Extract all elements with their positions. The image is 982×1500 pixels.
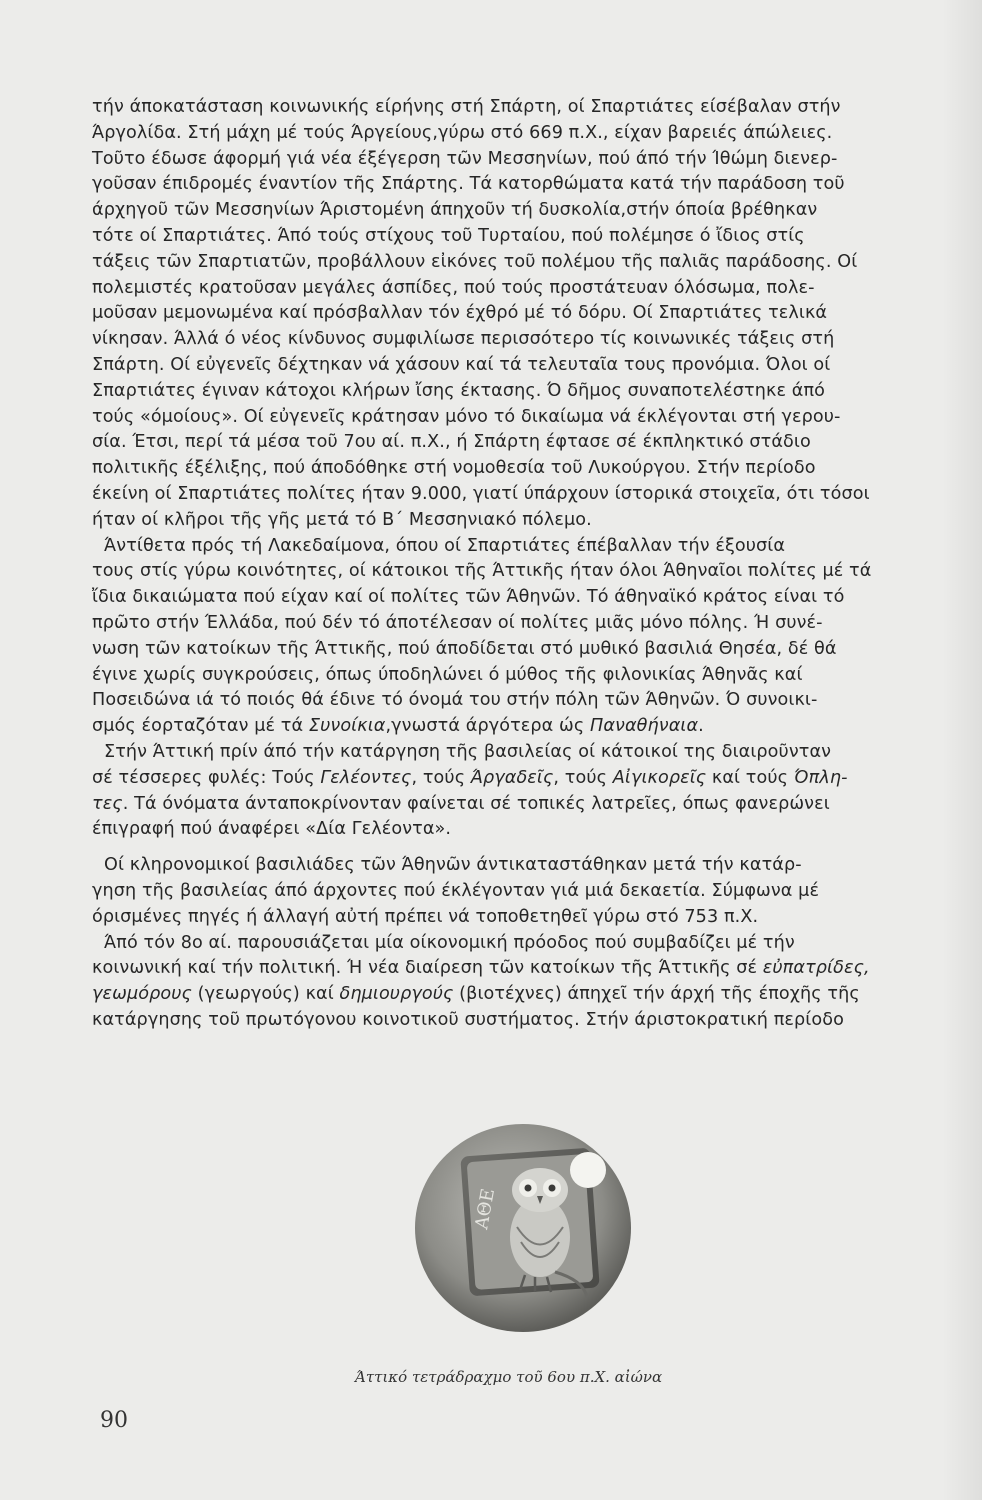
text-line [92, 766, 948, 792]
text-line [92, 714, 948, 740]
text-run: καί τούς [706, 767, 794, 788]
italic-term: δημιουργούς [339, 984, 454, 1005]
italic-term: Όπλη- [793, 767, 848, 788]
italic-term: τες [92, 793, 123, 814]
text-line: σία. Έτσι, περί τά μέσα τοῦ 7ου αί. π.Χ., ή Σπάρτη έφτασε σέ έκπληκτικό στάδιο [92, 432, 811, 453]
text-line: τούς «όμοίους». Οί εὐγενεῖς κράτησαν μόνο τό δικαίωμα νά έκλέγονται στή γερου- [92, 406, 841, 427]
text-line: γοῦσαν έπιδρομές έναντίον τῆς Σπάρτης. Τά κατορθώματα κατά τήν παράδοση τοῦ [92, 174, 845, 195]
text-line [92, 792, 948, 818]
text-line: τήν άποκατάσταση κοινωνικής είρήνης στή Σπάρτη, οί Σπαρτιάτες είσέβαλαν στήν [92, 97, 841, 117]
text-line: τότε οί Σπαρτιάτες. Άπό τούς στίχους τοῦ Τυρταίου, πού πολέμησε ό ἴδιος στίς [92, 225, 805, 246]
italic-term: Άργαδεῖς [470, 767, 554, 788]
text-line: Σπαρτιάτες έγιναν κάτοχοι κλήρων ἴσης έκτασης. Ό δῆμος συναποτελέστηκε άπό [92, 380, 825, 401]
italic-term: γεωμόρους [92, 984, 192, 1005]
text-line: κατάργησης τοῦ πρωτόγονου κοινοτικοῦ συστήματος. Στήν άριστοκρατική περίοδο [92, 1009, 844, 1030]
text-line: Άπό τόν 8ο αί. παρουσιάζεται μία οίκονομική πρόοδος πού συμβαδίζει μέ τήν [104, 932, 795, 953]
paragraph-1 [92, 95, 948, 534]
text-line: πολιτικῆς έξέλιξης, πού άποδόθηκε στή νομοθεσία τοῦ Λυκούργου. Στήν περίοδο [92, 458, 816, 479]
text-line: πολεμιστές κρατοῦσαν μεγάλες άσπίδες, πού τούς προστάτευαν όλόσωμα, πολε- [92, 277, 815, 298]
text-line [92, 982, 948, 1008]
text-line: μοῦσαν μεμονωμένα καί πρόσβαλλαν τόν έχθρό μέ τό δόρυ. Οί Σπαρτιάτες τελικά [92, 303, 828, 324]
page-edge-shadow [942, 0, 982, 1500]
text-line: όρισμένες πηγές ή άλλαγή αὐτή πρέπει νά τοποθετηθεῖ γύρω στό 753 π.Χ. [92, 906, 759, 927]
text-run: (γεωργούς) καί [191, 984, 340, 1005]
italic-term: Παναθήναια [590, 716, 699, 737]
text-line: Ποσειδώνα ιά τό ποιός θά έδινε τό όνομά του στήν πόλη τῶν Άθηνῶν. Ό συνοικι- [92, 690, 818, 711]
text-line: έκείνη οί Σπαρτιάτες πολίτες ήταν 9.000, γιατί ύπάρχουν ίστορικά στοιχεῖα, ότι τόσοι [92, 483, 870, 504]
italic-term: Αἰγικορεῖς [612, 767, 707, 788]
body-text [92, 95, 948, 1034]
text-line: Άργολίδα. Στή μάχη μέ τούς Άργείους,γύρω στό 669 π.Χ., είχαν βαρειές άπώλειες. [92, 122, 833, 143]
paragraph-5 [92, 931, 948, 1034]
text-line: νωση τῶν κατοίκων τῆς Άττικῆς, πού άποδίδεται στό μυθικό βασιλιά Θησέα, δέ θά [92, 638, 837, 659]
paragraph-2 [92, 534, 948, 740]
text-line: τάξεις τῶν Σπαρτιατῶν, προβάλλουν εἰκόνες τοῦ πολέμου τῆς παλιᾶς παράδοσης. Οί [92, 251, 858, 272]
text-run: . Τά όνόματα άνταποκρίνονταν φαίνεται σέ τοπικές λατρεῖες, όπως φανερώνει [122, 793, 830, 814]
figure-caption: Άττικό τετράδραχμο τοῦ 6ου π.Χ. αἰώνα [355, 1368, 663, 1386]
text-line: πρῶτο στήν Έλλάδα, πού δέν τό άποτέλεσαν οί πολίτες μιᾶς μόνο πόλης. Ή συνέ- [92, 612, 823, 633]
text-run: , τούς [411, 767, 471, 788]
text-line: άρχηγοῦ τῶν Μεσσηνίων Άριστομένη άπηχοῦν τή δυσκολία,στήν όποία βρέθηκαν [92, 200, 818, 221]
text-line: Σπάρτη. Οί εὐγενεῖς δέχτηκαν νά χάσουν καί τά τελευταῖα τους προνόμια. Όλοι οί [92, 354, 831, 375]
paragraph-3 [92, 740, 948, 843]
text-line [92, 956, 948, 982]
italic-term: Συνοίκια [308, 716, 386, 737]
coin-photo [405, 1112, 635, 1342]
coin-inscription: ΑΘΕ [471, 1186, 500, 1231]
text-line: γηση τῆς βασιλείας άπό άρχοντες πού έκλέγονταν γιά μιά δεκαετία. Σύμφωνα μέ [92, 880, 820, 901]
text-run: κοινωνική καί τήν πολιτική. Ή νέα διαίρεση τῶν κατοίκων τῆς Άττικῆς σέ [92, 958, 763, 979]
text-run: , τούς [553, 767, 613, 788]
italic-term: Γελέοντες [320, 767, 412, 788]
text-line: Οί κληρονομικοί βασιλιάδες τῶν Άθηνῶν άντικαταστάθηκαν μετά τήν κατάρ- [104, 855, 802, 876]
italic-term: εὐπατρίδες, [762, 958, 870, 979]
text-line: νίκησαν. Άλλά ό νέος κίνδυνος συμφιλίωσε περισσότερο τίς κοινωνικές τάξεις στή [92, 329, 835, 350]
text-line: ἴδια δικαιώματα πού είχαν καί οί πολίτες τῶν Άθηνῶν. Τό άθηναϊκό κράτος είναι τό [92, 587, 845, 608]
text-run: . [698, 716, 704, 737]
text-line: ήταν οί κλῆροι τῆς γῆς μετά τό Β΄ Μεσσηνιακό πόλεμο. [92, 509, 592, 530]
text-line: έπιγραφή πού άναφέρει «Δία Γελέοντα». [92, 819, 452, 840]
text-line: Στήν Άττική πρίν άπό τήν κατάργηση τῆς βασιλείας οί κάτοικοί της διαιροῦνταν [104, 741, 832, 762]
text-run: σμός έορταζόταν μέ τά [92, 716, 309, 737]
text-run: σέ τέσσερες φυλές: Τούς [92, 767, 321, 788]
text-line: τους στίς γύρω κοινότητες, οί κάτοικοι τῆς Άττικῆς ήταν όλοι Άθηναῖοι πολίτες μέ τά [92, 561, 872, 582]
paragraph-4 [92, 853, 948, 930]
text-line: Άντίθετα πρός τή Λακεδαίμονα, όπου οί Σπαρτιάτες έπέβαλλαν τήν έξουσία [104, 535, 786, 556]
tetradrachm-coin-image [405, 1112, 635, 1342]
text-run: (βιοτέχνες) άπηχεῖ τήν άρχή τῆς έποχῆς τῆς [453, 984, 860, 1005]
text-run: ,γνωστά άργότερα ώς [385, 716, 591, 737]
text-line: έγινε χωρίς συγκρούσεις, όπως ύποδηλώνει ό μύθος τῆς φιλονικίας Άθηνᾶς καί [92, 664, 803, 685]
text-line: Τοῦτο έδωσε άφορμή γιά νέα έξέγερση τῶν Μεσσηνίων, πού άπό τήν Ίθώμη διενερ- [92, 148, 838, 169]
coin-highlight [570, 1152, 606, 1188]
page-number: 90 [100, 1408, 128, 1433]
